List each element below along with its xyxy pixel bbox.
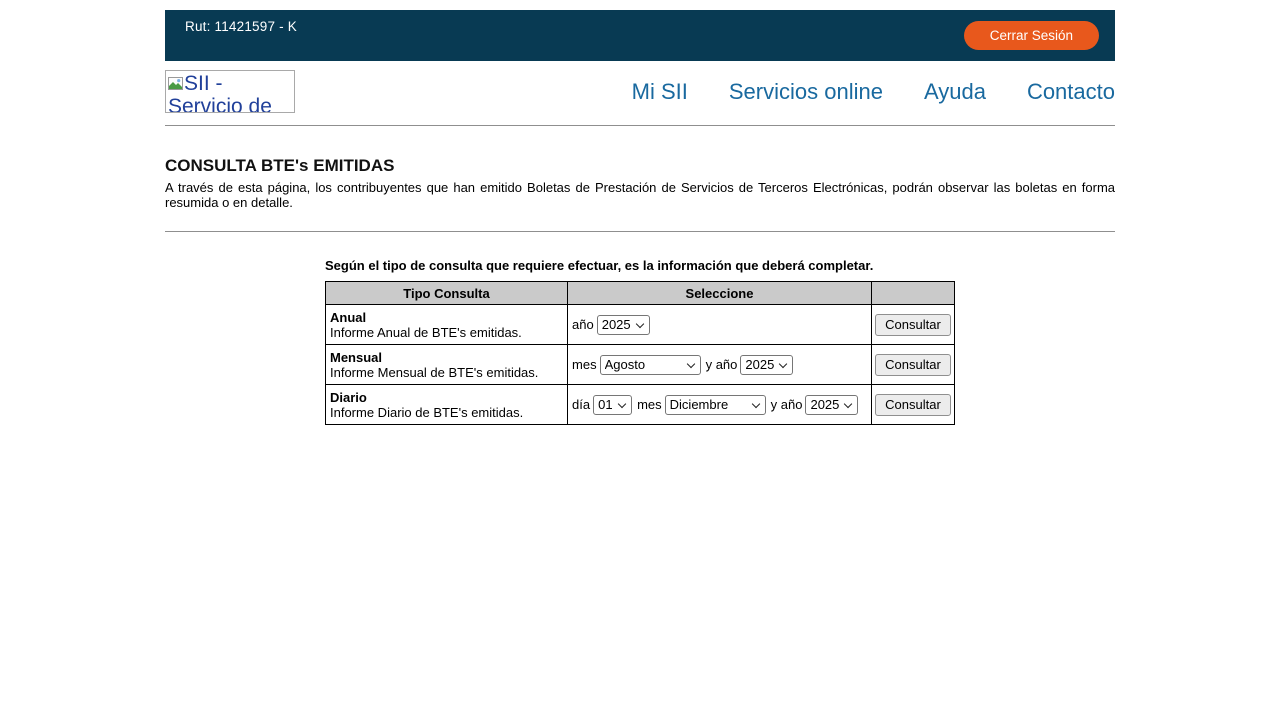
broken-image-icon <box>168 77 183 90</box>
mensual-type-label: Mensual <box>330 349 383 365</box>
header-divider <box>165 125 1115 126</box>
diario-button-cell <box>871 385 954 425</box>
diario-tipo-cell <box>326 385 568 425</box>
table-row-diario <box>326 385 955 425</box>
diario-mes-label: mes <box>637 397 662 412</box>
diario-type-description: Informe Diario de BTE's emitidas. <box>330 404 524 420</box>
nav-item-contacto[interactable]: Contacto <box>1026 78 1115 104</box>
diario-ano-label: y año <box>770 397 803 412</box>
nav-item-ayuda[interactable]: Ayuda <box>923 78 986 104</box>
logout-button[interactable]: Cerrar Sesión <box>964 21 1099 50</box>
diario-select-cell <box>568 385 872 425</box>
diario-consultar-button[interactable]: Consultar <box>875 394 951 416</box>
session-bar <box>165 10 1115 61</box>
mensual-select-cell <box>568 345 872 385</box>
anual-ano-select[interactable] <box>597 315 650 335</box>
header-row <box>165 70 1115 113</box>
content-divider <box>165 231 1115 232</box>
anual-select-cell <box>568 305 872 345</box>
mensual-ano-label: y año <box>705 357 738 372</box>
main-nav <box>632 79 1115 105</box>
anual-type-label: Anual <box>330 309 367 325</box>
mensual-button-cell <box>871 345 954 385</box>
mensual-ano-select[interactable] <box>740 355 793 375</box>
page-container <box>165 10 1115 425</box>
anual-consultar-button[interactable]: Consultar <box>875 314 951 336</box>
mensual-mes-select[interactable] <box>600 355 701 375</box>
logout-wrap <box>964 21 1115 50</box>
diario-ano-select[interactable] <box>805 395 858 415</box>
table-row-mensual <box>326 345 955 385</box>
anual-type-description: Informe Anual de BTE's emitidas. <box>330 324 522 340</box>
diario-dia-select[interactable] <box>593 395 632 415</box>
mensual-tipo-cell <box>326 345 568 385</box>
consulta-table <box>325 281 955 425</box>
table-header-row <box>326 282 955 305</box>
diario-mes-select[interactable] <box>665 395 766 415</box>
page-title: CONSULTA BTE's EMITIDAS <box>165 156 395 175</box>
page-description: A través de esta página, los contribuyentes que han emitido Boletas de Prestación de Servicios de Terceros Electrónicas, podrán observar las boletas en forma resumida o en detalle. <box>165 180 1115 210</box>
header-seleccione: Seleccione <box>568 282 872 305</box>
header-tipo-consulta: Tipo Consulta <box>326 282 568 305</box>
diario-type-label: Diario <box>330 389 367 405</box>
rut-label: Rut: 11421597 - K <box>185 19 297 34</box>
diario-dia-label: día <box>572 397 591 412</box>
logo-alt-text: SII - Servicio de <box>168 72 272 113</box>
anual-button-cell <box>871 305 954 345</box>
sii-logo-broken-image[interactable] <box>165 70 295 113</box>
anual-ano-label: año <box>572 317 594 332</box>
mensual-consultar-button[interactable]: Consultar <box>875 354 951 376</box>
consulta-section <box>325 258 955 425</box>
nav-item-mi-sii[interactable]: Mi SII <box>631 78 688 104</box>
table-row-anual <box>326 305 955 345</box>
anual-tipo-cell <box>326 305 568 345</box>
header-accion <box>871 282 954 305</box>
nav-item-servicios-online[interactable]: Servicios online <box>728 78 883 104</box>
mensual-type-description: Informe Mensual de BTE's emitidas. <box>330 364 539 380</box>
mensual-mes-label: mes <box>572 357 597 372</box>
instruction-text: Según el tipo de consulta que requiere efectuar, es la información que deberá completar. <box>325 258 874 273</box>
